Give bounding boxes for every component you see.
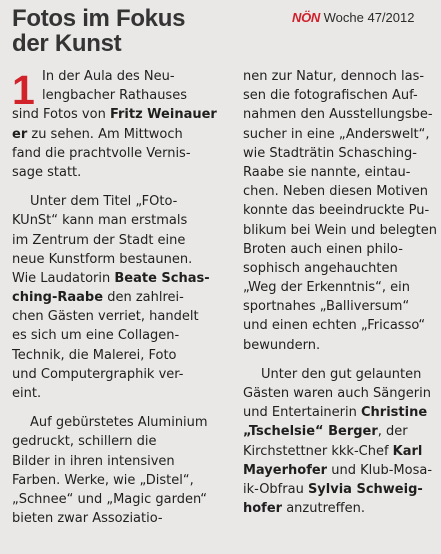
- person-name: Karl: [392, 443, 423, 459]
- text-line: bieten zwar Assoziatio-: [12, 511, 163, 527]
- person-name: ching-Raabe: [12, 290, 104, 306]
- text-line: es sich um eine Collagen-: [12, 328, 180, 344]
- article-column-right: [243, 67, 438, 518]
- text-line: blikum bei Wein und belegten: [243, 222, 438, 238]
- person-name: Sylvia Schweig-: [307, 481, 423, 497]
- text-line: fand die prachtvolle Vernis-: [12, 145, 191, 161]
- text-line: Raabe sie nannte, eintau-: [243, 164, 411, 180]
- text-line: Broten auch einen philo-: [243, 241, 403, 257]
- publication-masthead: [292, 10, 414, 26]
- noen-logo: NÖN: [292, 10, 320, 25]
- text-line: Gästen waren auch Sängerin: [243, 386, 431, 401]
- text-line: und Entertainerin Christine: [243, 405, 428, 421]
- text-line: „Weg der Erkenntnis“, ein: [243, 280, 411, 296]
- text-line: „Tschelsie“ Berger, der: [243, 424, 408, 440]
- text-line: neue Kunstform bestaunen.: [12, 251, 193, 267]
- text-line: chen. Neben diesen Motiven: [243, 184, 429, 200]
- text-line: sen die fotografischen Auf-: [243, 88, 418, 104]
- text-line: Bilder in ihren intensiven: [12, 453, 175, 469]
- text-line: Technik, die Malerei, Foto: [12, 347, 177, 363]
- article-headline: [12, 6, 282, 56]
- issue-label: Woche 47/2012: [323, 10, 415, 25]
- paragraph-4: [243, 67, 438, 355]
- text-line: chen Gästen verriet, handelt: [12, 309, 199, 325]
- text-line: KUnSt“ kann man erstmals: [12, 213, 188, 229]
- paragraph-1: [12, 67, 234, 182]
- paragraph-2: [12, 192, 234, 403]
- text-line: sportnahes „Balliversum“: [243, 299, 410, 315]
- text-line: nen zur Natur, dennoch las-: [243, 69, 425, 84]
- text-line: Auf gebürstetes Aluminium: [30, 415, 208, 431]
- text-line: sage statt.: [12, 164, 82, 180]
- text-line: hofer anzutreffen.: [243, 501, 365, 517]
- text-line: ik-Obfrau Sylvia Schweig-: [243, 481, 423, 497]
- text-line: ching-Raabe den zahlrei-: [12, 290, 184, 306]
- paragraph-3: [12, 413, 234, 528]
- person-name: Fritz Weinauer: [109, 107, 217, 123]
- text-line: und Computergraphik ver-: [12, 366, 184, 382]
- text-line: Farben. Werke, wie „Distel“,: [12, 472, 194, 488]
- text-line: Mayerhofer und Klub-Mosa-: [243, 462, 433, 478]
- paragraph-5: [243, 365, 433, 519]
- headline-line-2: der Kunst: [12, 30, 122, 57]
- text-line: sophisch angehauchten: [243, 260, 398, 276]
- text-line: lengbacher Rathauses: [42, 88, 187, 104]
- text-line: bewundern.: [243, 337, 321, 353]
- text-line: sind Fotos von Fritz Weinauer: [12, 107, 217, 123]
- person-name: Beate Schas-: [114, 270, 210, 286]
- text-line: sucher in eine „Anderswelt“,: [243, 126, 430, 142]
- text-line: Unter den gut gelaunten: [261, 366, 422, 382]
- text-line: und einen echten „Fricasso“: [243, 318, 426, 334]
- text-line: Unter dem Titel „FOto-: [30, 194, 178, 210]
- text-line: im Zentrum der Stadt eine: [12, 232, 186, 248]
- text-line: er zu sehen. Am Mittwoch: [12, 126, 183, 142]
- text-line: wie Stadträtin Schasching-: [243, 145, 417, 161]
- person-name: Christine: [361, 405, 428, 421]
- text-line: In der Aula des Neu-: [42, 69, 175, 84]
- text-line: nahmen den Ausstellungsbe-: [243, 107, 433, 123]
- person-name: er: [12, 126, 28, 142]
- text-line: Kirchstettner kkk-Chef Karl: [243, 443, 423, 459]
- article-column-left: [12, 67, 234, 528]
- person-name: Mayerhofer: [243, 462, 328, 478]
- text-line: konnte das beeindruckte Pu-: [243, 203, 430, 219]
- text-line: Wie Laudatorin Beate Schas-: [12, 270, 210, 286]
- person-name: hofer: [243, 501, 283, 517]
- text-line: eint.: [12, 386, 42, 401]
- text-line: „Schnee“ und „Magic garden“: [12, 491, 208, 507]
- section-number: 1: [12, 67, 35, 113]
- headline-line-1: Fotos im Fokus: [12, 5, 186, 32]
- person-name: „Tschelsie“ Berger: [243, 424, 378, 440]
- text-line: gedruckt, schillern die: [12, 434, 157, 450]
